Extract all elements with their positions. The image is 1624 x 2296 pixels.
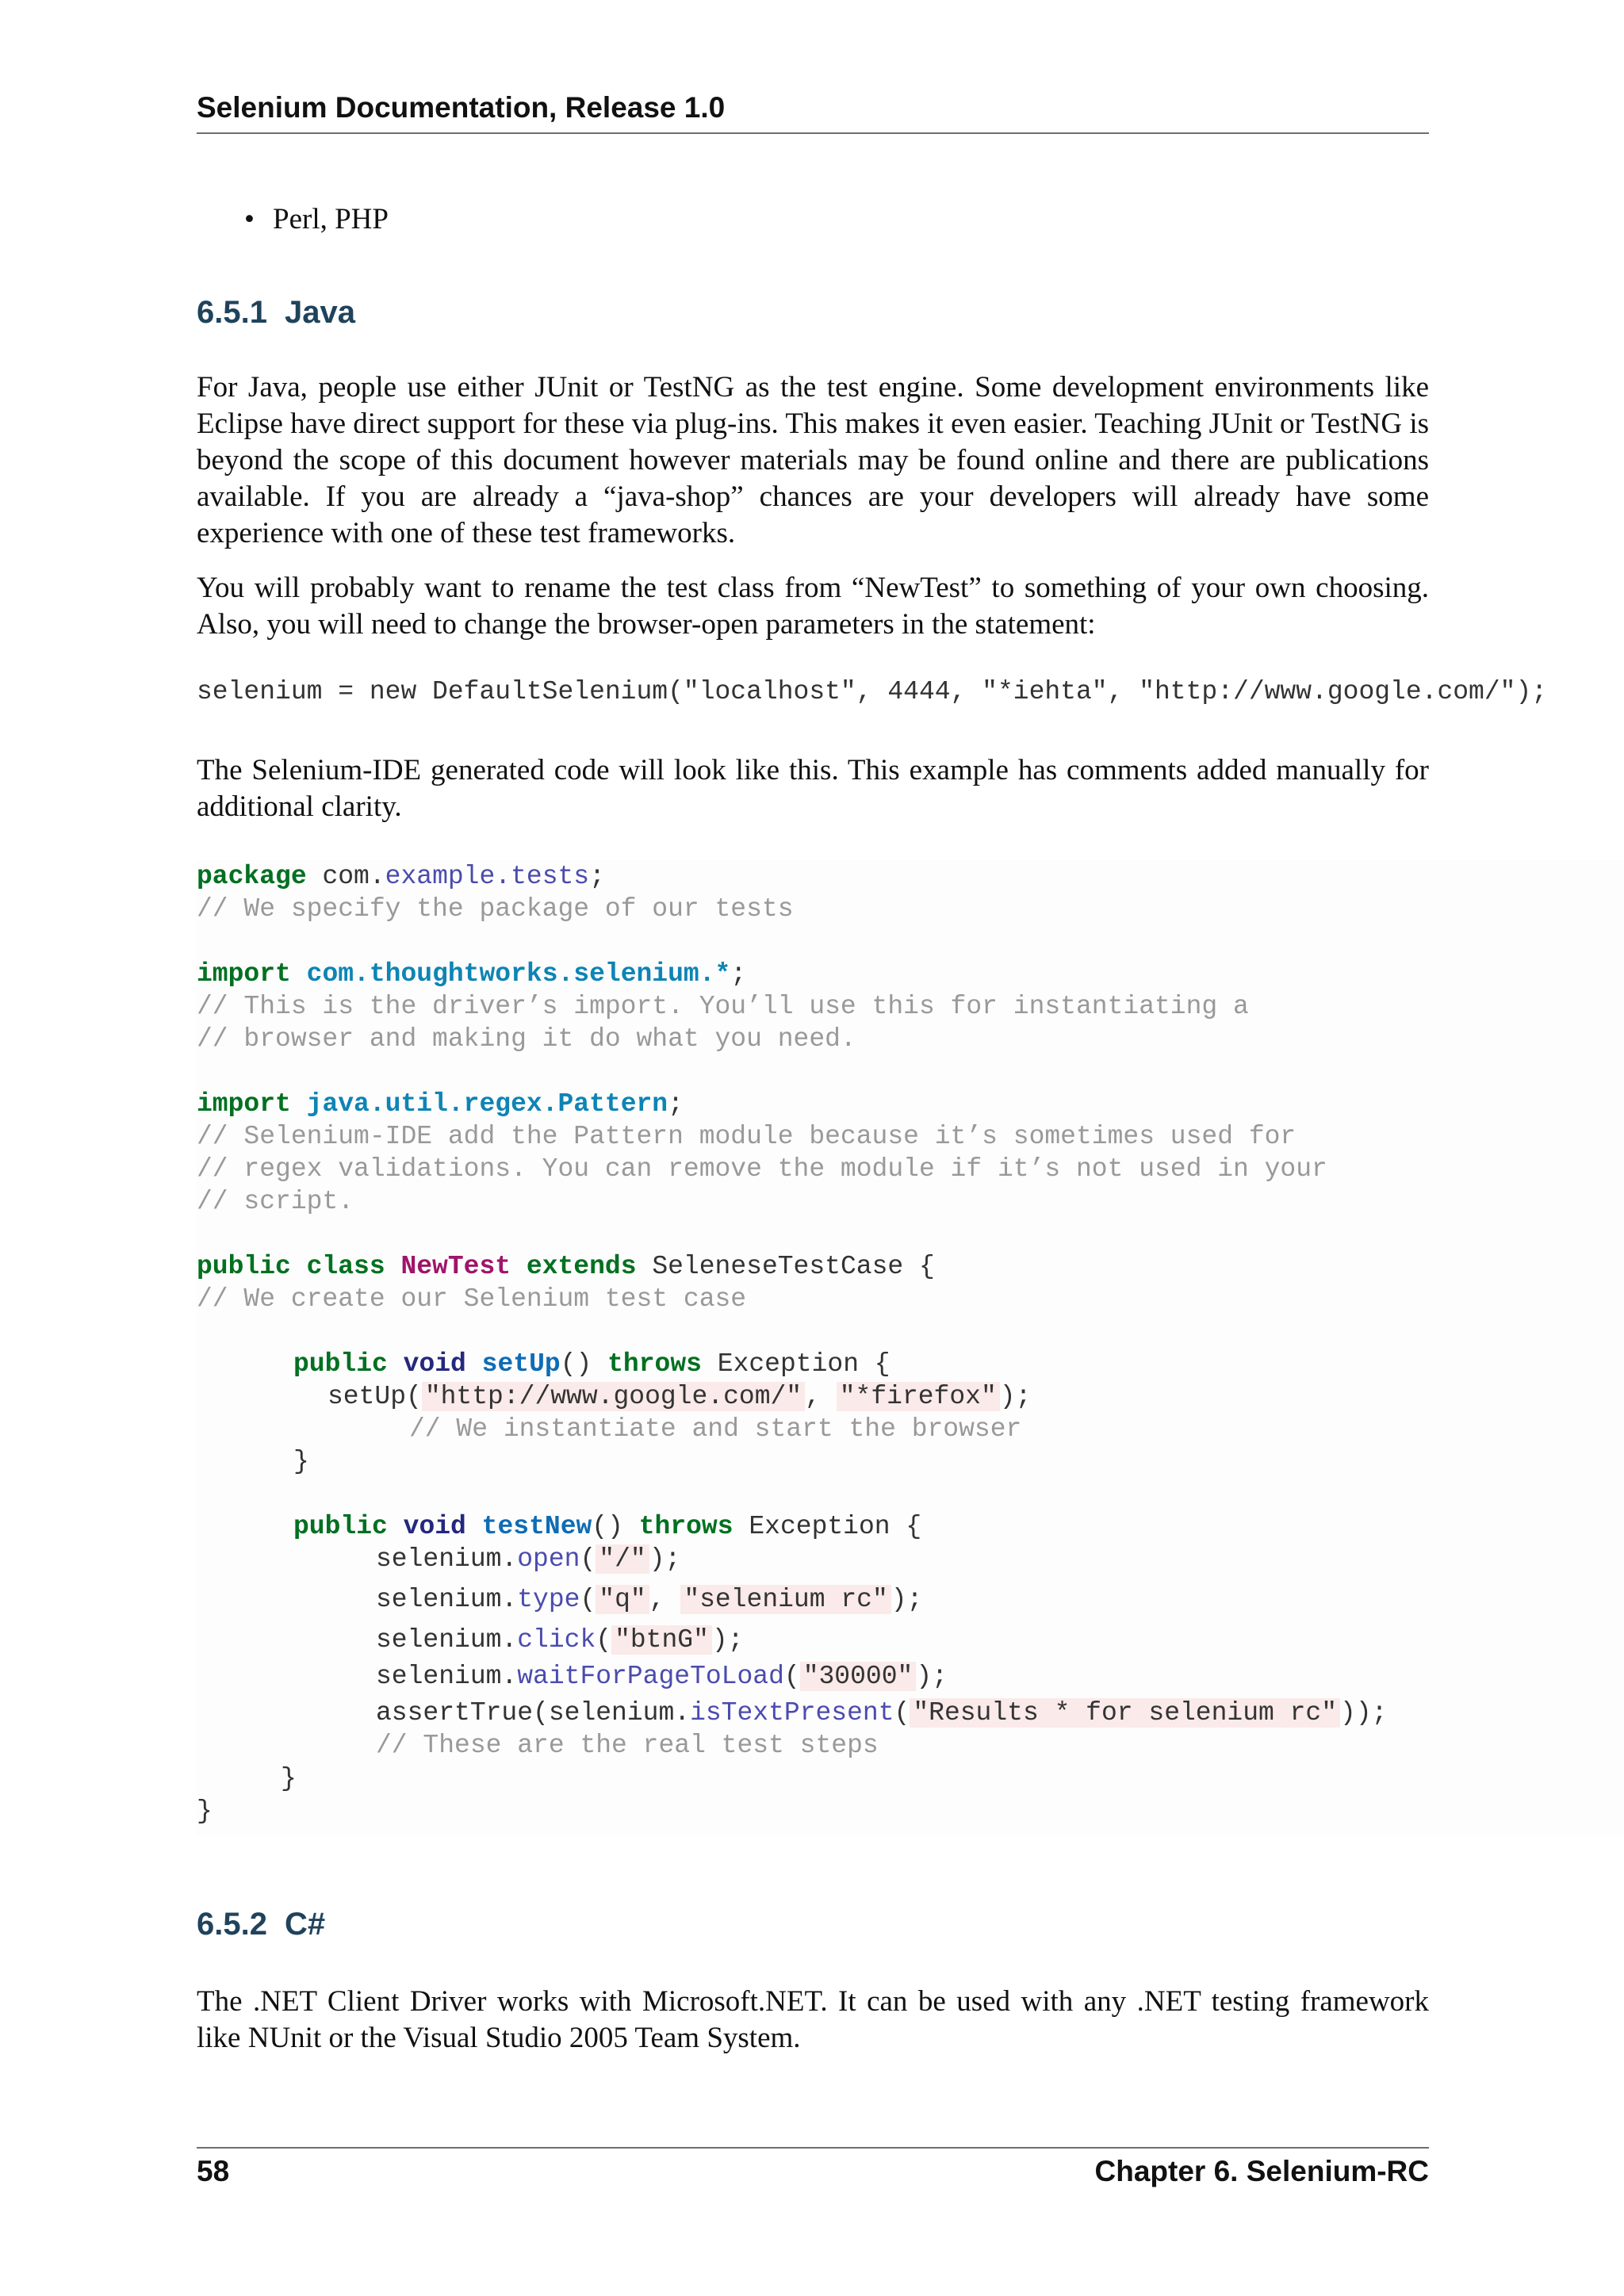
code-line: selenium.type( "q" , "selenium rc" ); (376, 1585, 923, 1614)
code-comment: // This is the driver’s import. You’ll use this for instantiating a (197, 992, 1249, 1021)
paragraph-java-intro: For Java, people use either JUnit or TestNG as the test engine. Some development environments like Eclipse have direct support for these via plug-ins. This makes it even easier. Teaching JUnit or TestNG is beyond the scope of this document however materials may be found online and there are publications available. If you are already a “java-shop” chances are your developers will already have some experience with one of these test frameworks. (197, 371, 1429, 549)
code-comment: // These are the real test steps (376, 1731, 879, 1760)
code-line: package com.example.tests; (197, 862, 605, 891)
code-comment: // We specify the package of our tests (197, 894, 794, 924)
list-item (244, 202, 389, 236)
page-number: 58 (197, 2155, 230, 2187)
code-line: public void setUp() throws Exception { (293, 1349, 891, 1379)
code-comment: // script. (197, 1187, 354, 1216)
code-block (197, 860, 1624, 1835)
list-item-text: Perl, PHP (273, 203, 389, 235)
code-line: public class NewTest extends SeleneseTestCase { (197, 1252, 935, 1281)
code-comment: // Selenium-IDE add the Pattern module because it’s sometimes used for (197, 1122, 1297, 1151)
code-line: selenium.waitForPageToLoad( "30000" ); (376, 1662, 948, 1691)
section-number: 6.5.2 (197, 1907, 267, 1942)
code-line: selenium.click( "btnG" ); (376, 1625, 744, 1655)
header-rule (197, 132, 1429, 134)
bullet-icon: • (244, 203, 255, 235)
code-comment: // We create our Selenium test case (197, 1284, 747, 1314)
code-line: selenium.open( "/" ); (376, 1544, 681, 1574)
section-title: C# (284, 1907, 326, 1942)
code-line: } (281, 1764, 297, 1793)
code-statement: selenium = new DefaultSelenium("localhost", 4444, "*iehta", "http://www.google.com/"); (197, 677, 1548, 706)
code-line: assertTrue(selenium.isTextPresent( "Results * for selenium rc" )); (376, 1698, 1388, 1728)
chapter-title: Chapter 6. Selenium-RC (1094, 2155, 1429, 2187)
running-header: Selenium Documentation, Release 1.0 (197, 91, 726, 124)
code-line: } (293, 1447, 309, 1476)
code-line: import java.util.regex.Pattern; (197, 1089, 684, 1119)
code-line: public void testNew() throws Exception { (293, 1512, 922, 1541)
section-heading-csharp (197, 1907, 325, 1942)
code-comment: // We instantiate and start the browser (409, 1414, 1022, 1444)
code-line: } (197, 1797, 213, 1826)
paragraph-rename: You will probably want to rename the test class from “NewTest” to something of your own choosing. Also, you will need to change the browser-open parameters in the statement: (197, 572, 1429, 641)
code-comment: // browser and making it do what you need. (197, 1024, 856, 1054)
code-comment: // regex validations. You can remove the module if it’s not used in your (197, 1154, 1327, 1184)
code-line: setUp( "http://www.google.com/" , "*firefox" ); (327, 1382, 1032, 1411)
paragraph-csharp: The .NET Client Driver works with Microsoft.NET. It can be used with any .NET testing framework like NUnit or the Visual Studio 2005 Team System. (197, 1985, 1429, 2054)
section-title: Java (284, 295, 355, 330)
footer-rule (197, 2147, 1429, 2149)
code-line: import com.thoughtworks.selenium.*; (197, 959, 747, 989)
section-number: 6.5.1 (197, 295, 267, 330)
paragraph-generated-code: The Selenium-IDE generated code will look like this. This example has comments added manually for additional clarity. (197, 754, 1429, 823)
section-heading-java (197, 295, 355, 331)
